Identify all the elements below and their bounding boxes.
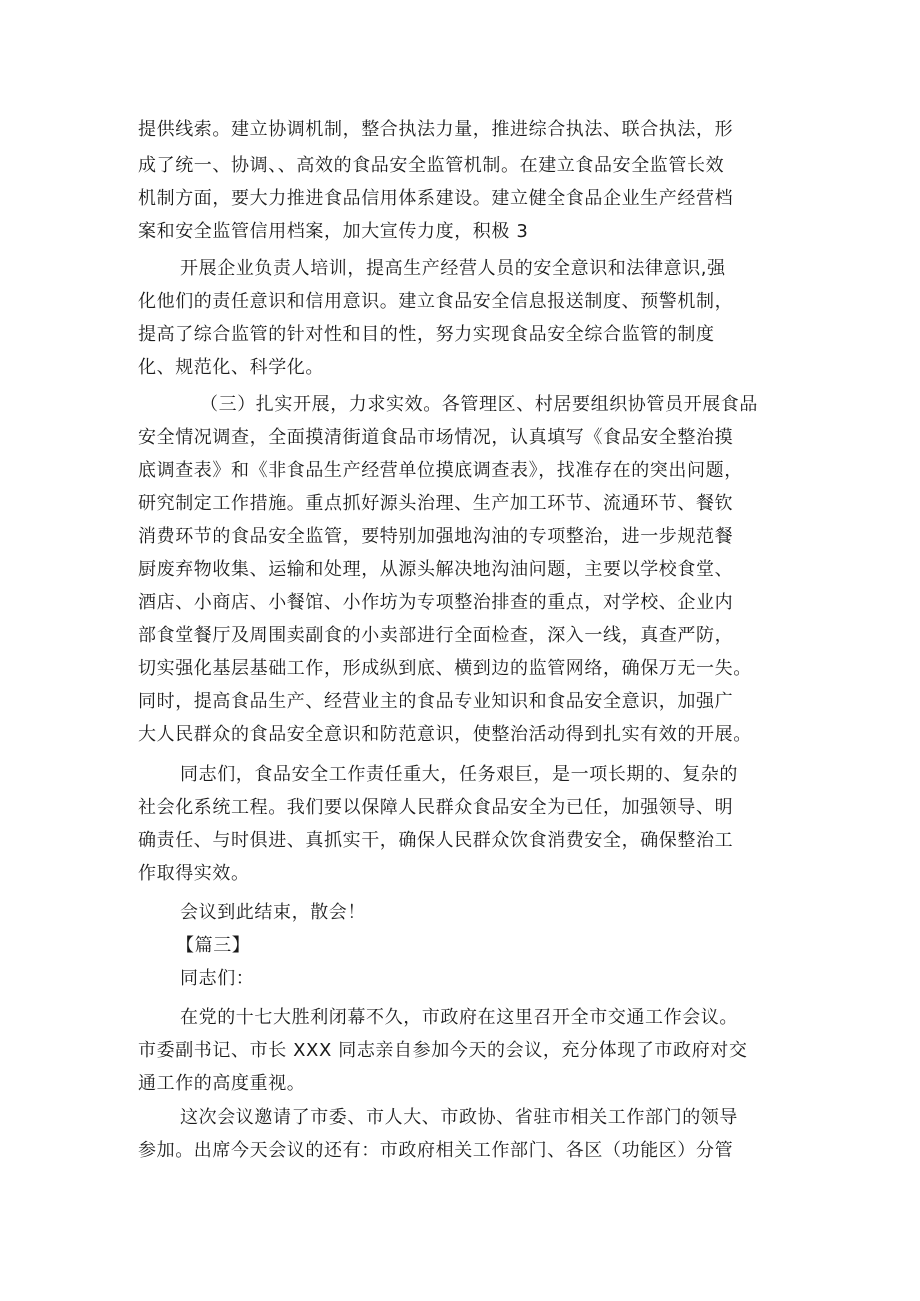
text-line: 开展企业负责人培训，提高生产经营人员的安全意识和法律意识,强 — [180, 258, 726, 279]
text-line: 社会化系统工程。我们要以保障人民群众食品安全为已任，加强领导、明 — [138, 797, 734, 818]
text-line: 同时，提高食品生产、经营业主的食品专业知识和食品安全意识，加强广 — [138, 691, 734, 712]
text-line: 机制方面，要大力推进食品信用体系建设。建立健全食品企业生产经营档 — [138, 188, 734, 209]
text-line: 切实强化基层基础工作，形成纵到底、横到边的监管网络，确保万无一失。 — [138, 658, 752, 679]
section-title: 【篇三】 — [176, 935, 251, 956]
text-line: 市委副书记、市长 XXX 同志亲自参加今天的会议，充分体现了市政府对交 — [138, 1040, 748, 1061]
text-line: 消费环节的食品安全监管，要特别加强地沟油的专项整治，进一步规范餐 — [138, 526, 734, 547]
text-line: 提高了综合监管的针对性和目的性，努力实现食品安全综合监管的制度 — [138, 324, 715, 345]
text-line: 通工作的高度重视。 — [138, 1073, 306, 1094]
text-line: 安全情况调查，全面摸清街道食品市场情况，认真填写《食品安全整治摸 — [138, 427, 734, 448]
text-line: 厨废弃物收集、运输和处理，从源头解决地沟油问题，主要以学校食堂、 — [138, 559, 734, 580]
text-line: 酒店、小商店、小餐馆、小作坊为专项整治排查的重点，对学校、企业内 — [138, 592, 734, 613]
text-line: 部食堂餐厅及周围卖副食的小卖部进行全面检查，深入一线，真查严防， — [138, 625, 734, 646]
text-line: 确责任、与时俱进、真抓实干，确保人民群众饮食消费安全，确保整治工 — [138, 830, 734, 851]
text-line: 在党的十七大胜利闭幕不久，市政府在这里召开全市交通工作会议。 — [180, 1007, 738, 1028]
text-line: 提供线索。建立协调机制，整合执法力量，推进综合执法、联合执法，形 — [138, 119, 734, 140]
text-line: 成了统一、协调、、高效的食品安全监管机制。在建立食品安全监管长效 — [138, 155, 725, 176]
section-heading: （三）扎实开展，力求实效。各管理区、村居要组织协管员开展食品 — [200, 394, 758, 415]
text-line: 化、规范化、科学化。 — [138, 357, 324, 378]
text-line: 这次会议邀请了市委、市人大、市政协、省驻市相关工作部门的领导 — [180, 1107, 738, 1128]
text-line: 研究制定工作措施。重点抓好源头治理、生产加工环节、流通环节、餐钦 — [138, 493, 734, 514]
text-line: 底调查表》和《非食品生产经营单位摸底调查表》，找准存在的突出问题， — [138, 460, 743, 481]
salutation: 同志们： — [180, 968, 255, 989]
text-line: 作取得实效。 — [138, 863, 250, 884]
text-line: 同志们，食品安全工作责任重大，任务艰巨，是一项长期的、复杂的 — [180, 764, 738, 785]
text-line: 参加。出席今天会议的还有：市政府相关工作部门、各区（功能区）分管 — [138, 1140, 734, 1161]
text-line: 会议到此结束，散会！ — [180, 902, 366, 923]
text-line: 大人民群众的食品安全意识和防范意识，使整治活动得到扎实有效的开展。 — [138, 724, 752, 745]
text-line: 案和安全监管信用档案，加大宣传力度，积极 3 — [138, 221, 529, 242]
text-line: 化他们的责任意识和信用意识。建立食品安全信息报送制度、预警机制， — [138, 291, 734, 312]
